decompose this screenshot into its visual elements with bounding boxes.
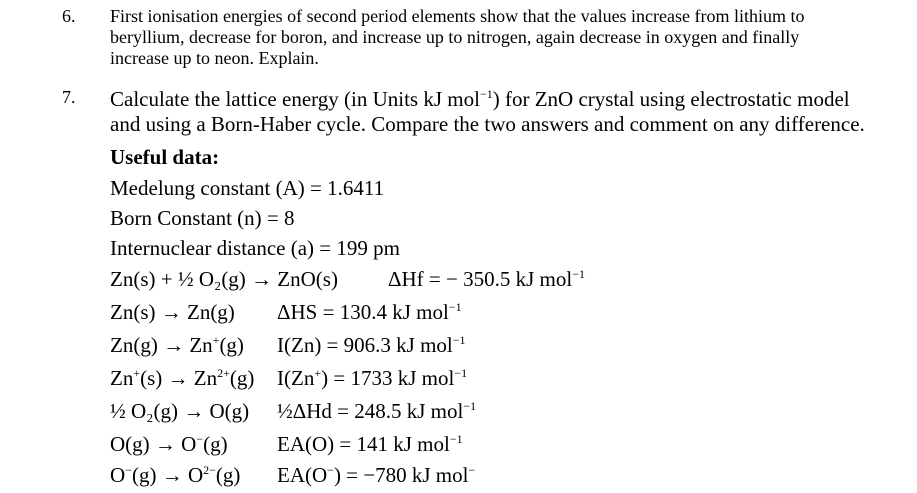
reaction-equation: ½ O₂(g) → O(g) <box>110 399 250 423</box>
reaction-value: ΔHf = − 350.5 kJ mol$^{-1}$ <box>388 267 585 291</box>
text-line: First ionisation energies of second period elements show that the values increase from lithium to <box>110 6 805 26</box>
reaction-value: EA(O−) = −780 kJ mol− <box>277 463 476 487</box>
reaction-equation: $Zn^+(s) \to Zn^{2+}(g)$ <box>110 366 255 390</box>
reaction-value: EA(O) = 141 kJ mol$^{-1}$ <box>277 432 463 456</box>
text-line: Calculate the lattice energy (in Units kJ mol$^{-1}$) for ZnO crystal using electrostatic model <box>110 87 850 111</box>
text-line: and using a Born-Haber cycle. Compare the two answers and comment on any difference. <box>110 112 865 136</box>
born-constant: Born Constant (n) = 8 <box>110 206 295 230</box>
question-text <box>110 6 900 69</box>
reaction-value: I(Zn) = 906.3 kJ mol$^{-1}$ <box>277 333 466 357</box>
text-line: increase up to neon. Explain. <box>110 48 319 68</box>
question-number: 6. <box>62 6 76 26</box>
madelung-constant: Medelung constant (A) = 1.6411 <box>110 176 385 200</box>
reaction-equation: $O^-(g) \to O^{2-}(g)$ <box>110 463 241 487</box>
reaction-value: I(Zn+) = 1733 kJ mol$^{-1}$ <box>277 366 468 390</box>
reaction-value: ΔHS = 130.4 kJ mol$^{-1}$ <box>277 300 462 324</box>
reaction-equation: Zn(g) → Zn+(g) <box>110 333 244 357</box>
internuclear-distance: Internuclear distance (a) = 199 pm <box>110 236 400 260</box>
reaction-equation: Zn(s) → Zn(g) <box>110 300 235 324</box>
question-text <box>110 87 910 137</box>
reaction-equation: Zn(s) + ½ O₂(g) → ZnO(s) <box>110 267 338 291</box>
reaction-equation: O(g) → O−(g) <box>110 432 228 456</box>
useful-data-heading: Useful data: <box>110 145 220 169</box>
question-number: 7. <box>62 87 76 107</box>
text-line: beryllium, decrease for boron, and increase up to nitrogen, again decrease in oxygen and finally <box>110 27 800 47</box>
reaction-value: ½ΔHd = 248.5 kJ mol$^{-1}$ <box>277 399 477 423</box>
